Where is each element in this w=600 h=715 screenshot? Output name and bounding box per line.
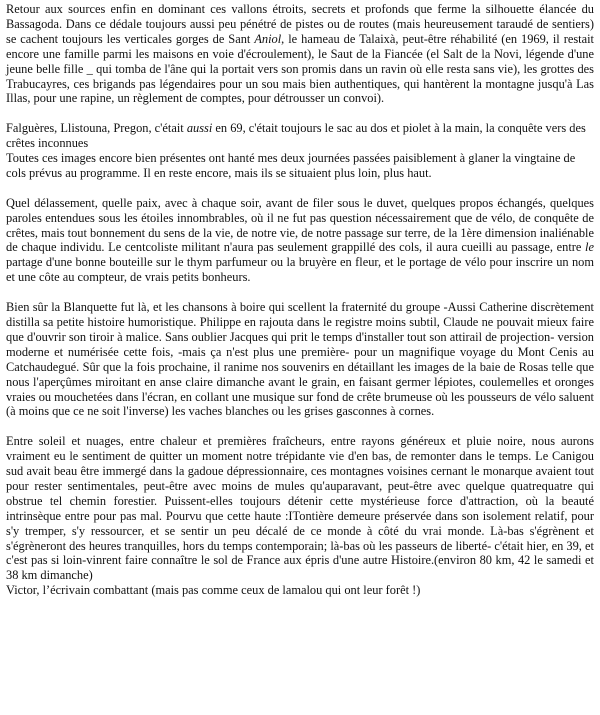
text-run: en 69, c'était toujours le sac au dos et piolet à la main, la conquête vers des crêtes inconnues bbox=[6, 121, 586, 151]
text-run: Bien sûr la Blanquette fut là, et les chansons à boire qui scellent la fraternité du groupe -Aussi Catherine discrètement distilla sa petite histoire humoristique. Philippe en rajouta dans le registre moins subtil, Claude ne pouvait mieux faire que d'ouvrir son tiroir à malice. Sans oublier Jacques qui prit le temps d'installer tout son attirail de projection- version moderne et numérisée cette fois, -mais ça n'est plus une première- pour un magnifique voyage du Mont Cenis au Catchaudegué. Sûr que la fois prochaine, il ranime nos souvenirs en détaillant les images de la baie de Rosas telle que nous l'aperçûmes miroitant en anse claire dimanche avant le grain, en faisant germer lépiotes, coulemelles et oronges vraies ou mouchetées dans l'écran, en collant une musique sur fond de crête brumeuse où les pousseurs de vélo saluent (à moins que ce ne soit l'inverse) les vaches blanches ou les grises gasconnes à cornes. bbox=[6, 300, 594, 419]
italic-text-run: aussi bbox=[186, 121, 213, 136]
text-run: Toutes ces images encore bien présentes ont hanté mes deux journées passées paisiblement à glaner la vingtaine de cols prévus au programme. Il en reste encore, mais ils se situaient plus loin, plus haut. bbox=[6, 151, 576, 180]
paragraph-soleil-et-nuages bbox=[6, 434, 594, 583]
italic-text-run: le bbox=[585, 240, 594, 255]
text-run: partage d'une bonne bouteille sur le thym parfumeur ou la bruyère en fleur, et le portage de vélo pour inscrire un nom et une côte au compteur, de vrais petits bonheurs. bbox=[6, 255, 594, 285]
paragraph-blanquette bbox=[6, 300, 594, 419]
paragraph-spacer bbox=[6, 419, 594, 434]
italic-text-run: Aniol bbox=[254, 31, 282, 46]
text-run: Retour aux sources enfin en dominant ces vallons étroits, secrets et profonds que ferme la silhouette élancée du Bassagoda. Dans ce dédale toujours aussi peu pénétré de pistes ou de routes (mais heureusement taraudé de sentiers) se cachent toujours les verticales gorges de Sant bbox=[6, 2, 594, 46]
text-run: Victor, l’écrivain combattant (mais pas comme ceux de lamalou qui ont leur forêt !) bbox=[6, 583, 421, 598]
paragraph-signature bbox=[6, 583, 594, 598]
paragraph-quel-delassement bbox=[6, 196, 594, 285]
paragraph-spacer bbox=[6, 181, 594, 196]
paragraph-spacer bbox=[6, 285, 594, 300]
paragraph-retour-aux-sources bbox=[6, 2, 594, 106]
text-run: , le hameau de Talaixà, peut-être réhabilité (en 1969, il restait encore une famille parmi les maisons en voie d'écroulement), le Saut de la Fiancée (el Salt de la Novi, légende d'une jeune belle fille _ qui tomba de l'âne qui la portait vers son promis dans un ravin où elle resta sans vie), les grottes des Trabucayres, ces brigands pas légendaires pour un sou mais bien authentiques, qui hantèrent la montagne jusqu'à Las Illas, pour une rapine, un règlement de comptes, pour détrousser un convoi). bbox=[6, 31, 594, 106]
text-run: Entre soleil et nuages, entre chaleur et premières fraîcheurs, entre rayons généreux et pluie noire, nous aurons vraiment eu le sentiment de quitter un moment notre trépidante vie d'en bas, de remonter dans le temps. Le Canigou sud avait beau être immergé dans la gadoue dépressionnaire, ces montagnes voisines cernant le monarque avaient tout pour rester sentimentales, peut-être avec moins de mules qu'auparavant, peut-être avec quelque quatrequatre qui obstrue tel chemin forestier. Puissent-elles toujours détenir cette mystérieuse force d'attraction, où la beauté intrinsèque entre pour pas mal. Pourvu que cette haute :ITontière demeure préservée dans son isolement relatif, pour s'y tremper, s'y ressourcer, et se sentir un peu décalé de ce monde à côté du vrai monde. Là-bas s'égrènent et s'égrèneront des heures tranquilles, hors du temps contemporain; là-bas où les passeurs de liberté- c'était hier, en 39, et c'est pas si loin-vinrent faire connaître le sol de France aux épris d'une autre Histoire.(environ 80 km, 42 le samedi et 38 km dimanche) bbox=[6, 434, 594, 583]
paragraph-spacer bbox=[6, 106, 594, 121]
text-run: Quel délassement, quelle paix, avec à chaque soir, avant de filer sous le duvet, quelques propos échangés, quelques paroles entendues sous les étoiles innombrables, où il ne fut pas question nécessairement que de vélo, de conquête de crêtes, mais tout bonnement du sens de la vie, de notre vie, de notre passage sur terre, de la 1ère dimension inaliénable de chaque individu. Le centcoliste militant n'aura pas seulement grappillé des cols, il aura cueilli au passage, entre bbox=[6, 195, 594, 255]
paragraph-falgueres bbox=[6, 121, 594, 151]
text-run: Falguères, Llistouna, Pregon, c'était bbox=[6, 121, 187, 136]
paragraph-toutes-ces-images bbox=[6, 151, 594, 181]
